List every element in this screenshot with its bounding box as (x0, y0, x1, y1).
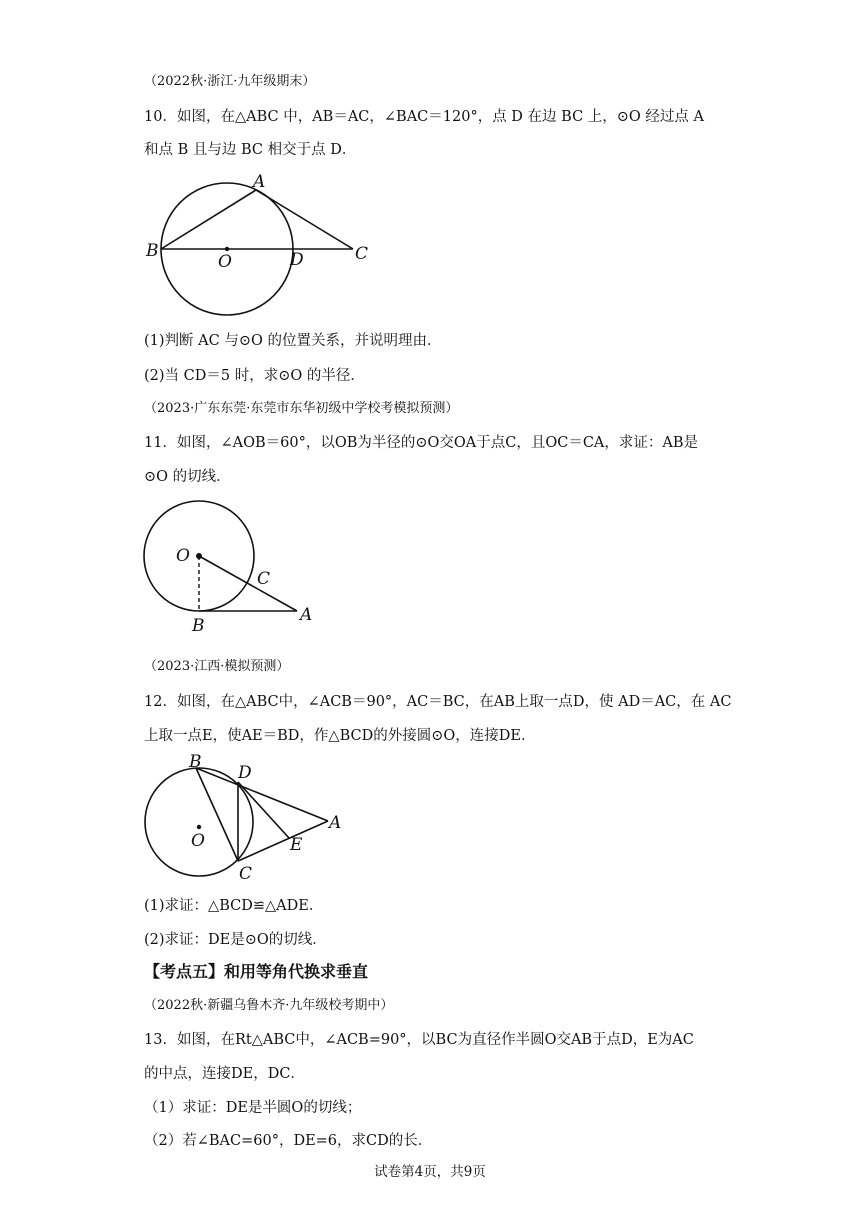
question-12-part1: (1)求证：△BCD≌△ADE． (144, 898, 324, 914)
segment-ac (256, 190, 353, 249)
center-dot (196, 553, 202, 559)
label-o: O (191, 831, 205, 851)
question-13-part2: （2）若∠BAC=60°，DE=6，求CD的长． (144, 1133, 433, 1149)
question-13-part1: （1）求证：DE是半圆O的切线； (144, 1100, 362, 1116)
label-o: O (218, 252, 232, 272)
label-o: O (176, 546, 190, 566)
question-10-line2: 和点 B 且与边 BC 相交于点 D． (144, 142, 357, 158)
question-10-part1: (1)判断 AC 与⊙O 的位置关系，并说明理由． (144, 333, 442, 349)
segment-de (238, 782, 289, 838)
question-11-line1: 11．如图，∠AOB＝60°，以OB为半径的⊙O交OA于点C，且OC＝CA，求证：AB是 (144, 435, 699, 451)
question-10-part2: (2)当 CD＝5 时，求⊙O 的半径． (144, 368, 365, 384)
label-c: C (257, 569, 271, 589)
source-note-q13: （2022秋·新疆乌鲁木齐·九年级校考期中） (144, 998, 394, 1013)
label-b: B (189, 752, 202, 772)
label-e: E (290, 835, 303, 855)
label-a: A (300, 605, 313, 625)
question-12-line1: 12．如图，在△ABC中，∠ACB＝90°，AC＝BC，在AB上取一点D，使 AD＝AC，在 AC (144, 694, 732, 710)
question-10-line1: 10．如图，在△ABC 中，AB＝AC，∠BAC＝120°，点 D 在边 BC 上，⊙O 经过点 A (144, 109, 704, 125)
page-footer: 试卷第4页，共9页 (374, 1164, 486, 1180)
source-note-q12: （2023·江西·模拟预测） (144, 659, 290, 674)
source-note-q10: （2022秋·浙江·九年级期末） (144, 74, 316, 89)
label-b: B (146, 241, 159, 261)
center-dot (225, 247, 229, 251)
figure-q11 (140, 495, 330, 640)
label-a: A (253, 172, 266, 192)
label-d: D (290, 250, 304, 270)
question-13-line1: 13．如图，在Rt△ABC中，∠ACB=90°，以BC为直径作半圆O交AB于点D，E为AC (144, 1032, 694, 1048)
label-d: D (238, 763, 252, 783)
question-12-part2: (2)求证：DE是⊙O的切线． (144, 932, 327, 948)
label-c: C (239, 864, 253, 884)
segment-ca (238, 821, 328, 861)
question-11-line2: ⊙O 的切线． (144, 469, 231, 485)
question-13-line2: 的中点，连接DE，DC． (144, 1066, 305, 1082)
segment-oa (199, 556, 297, 611)
section-heading: 【考点五】和用等角代换求垂直 (144, 962, 369, 981)
question-12-line2: 上取一点E，使AE＝BD，作△BCD的外接圆⊙O，连接DE． (144, 728, 536, 744)
label-b: B (192, 616, 205, 636)
figure-q10 (140, 170, 380, 320)
center-dot (197, 825, 201, 829)
label-c: C (355, 244, 369, 264)
figure-q12 (140, 752, 350, 887)
label-a: A (329, 813, 342, 833)
source-note-q11: （2023·广东东莞·东莞市东华初级中学校考模拟预测） (144, 401, 459, 416)
segment-ba (161, 190, 256, 249)
